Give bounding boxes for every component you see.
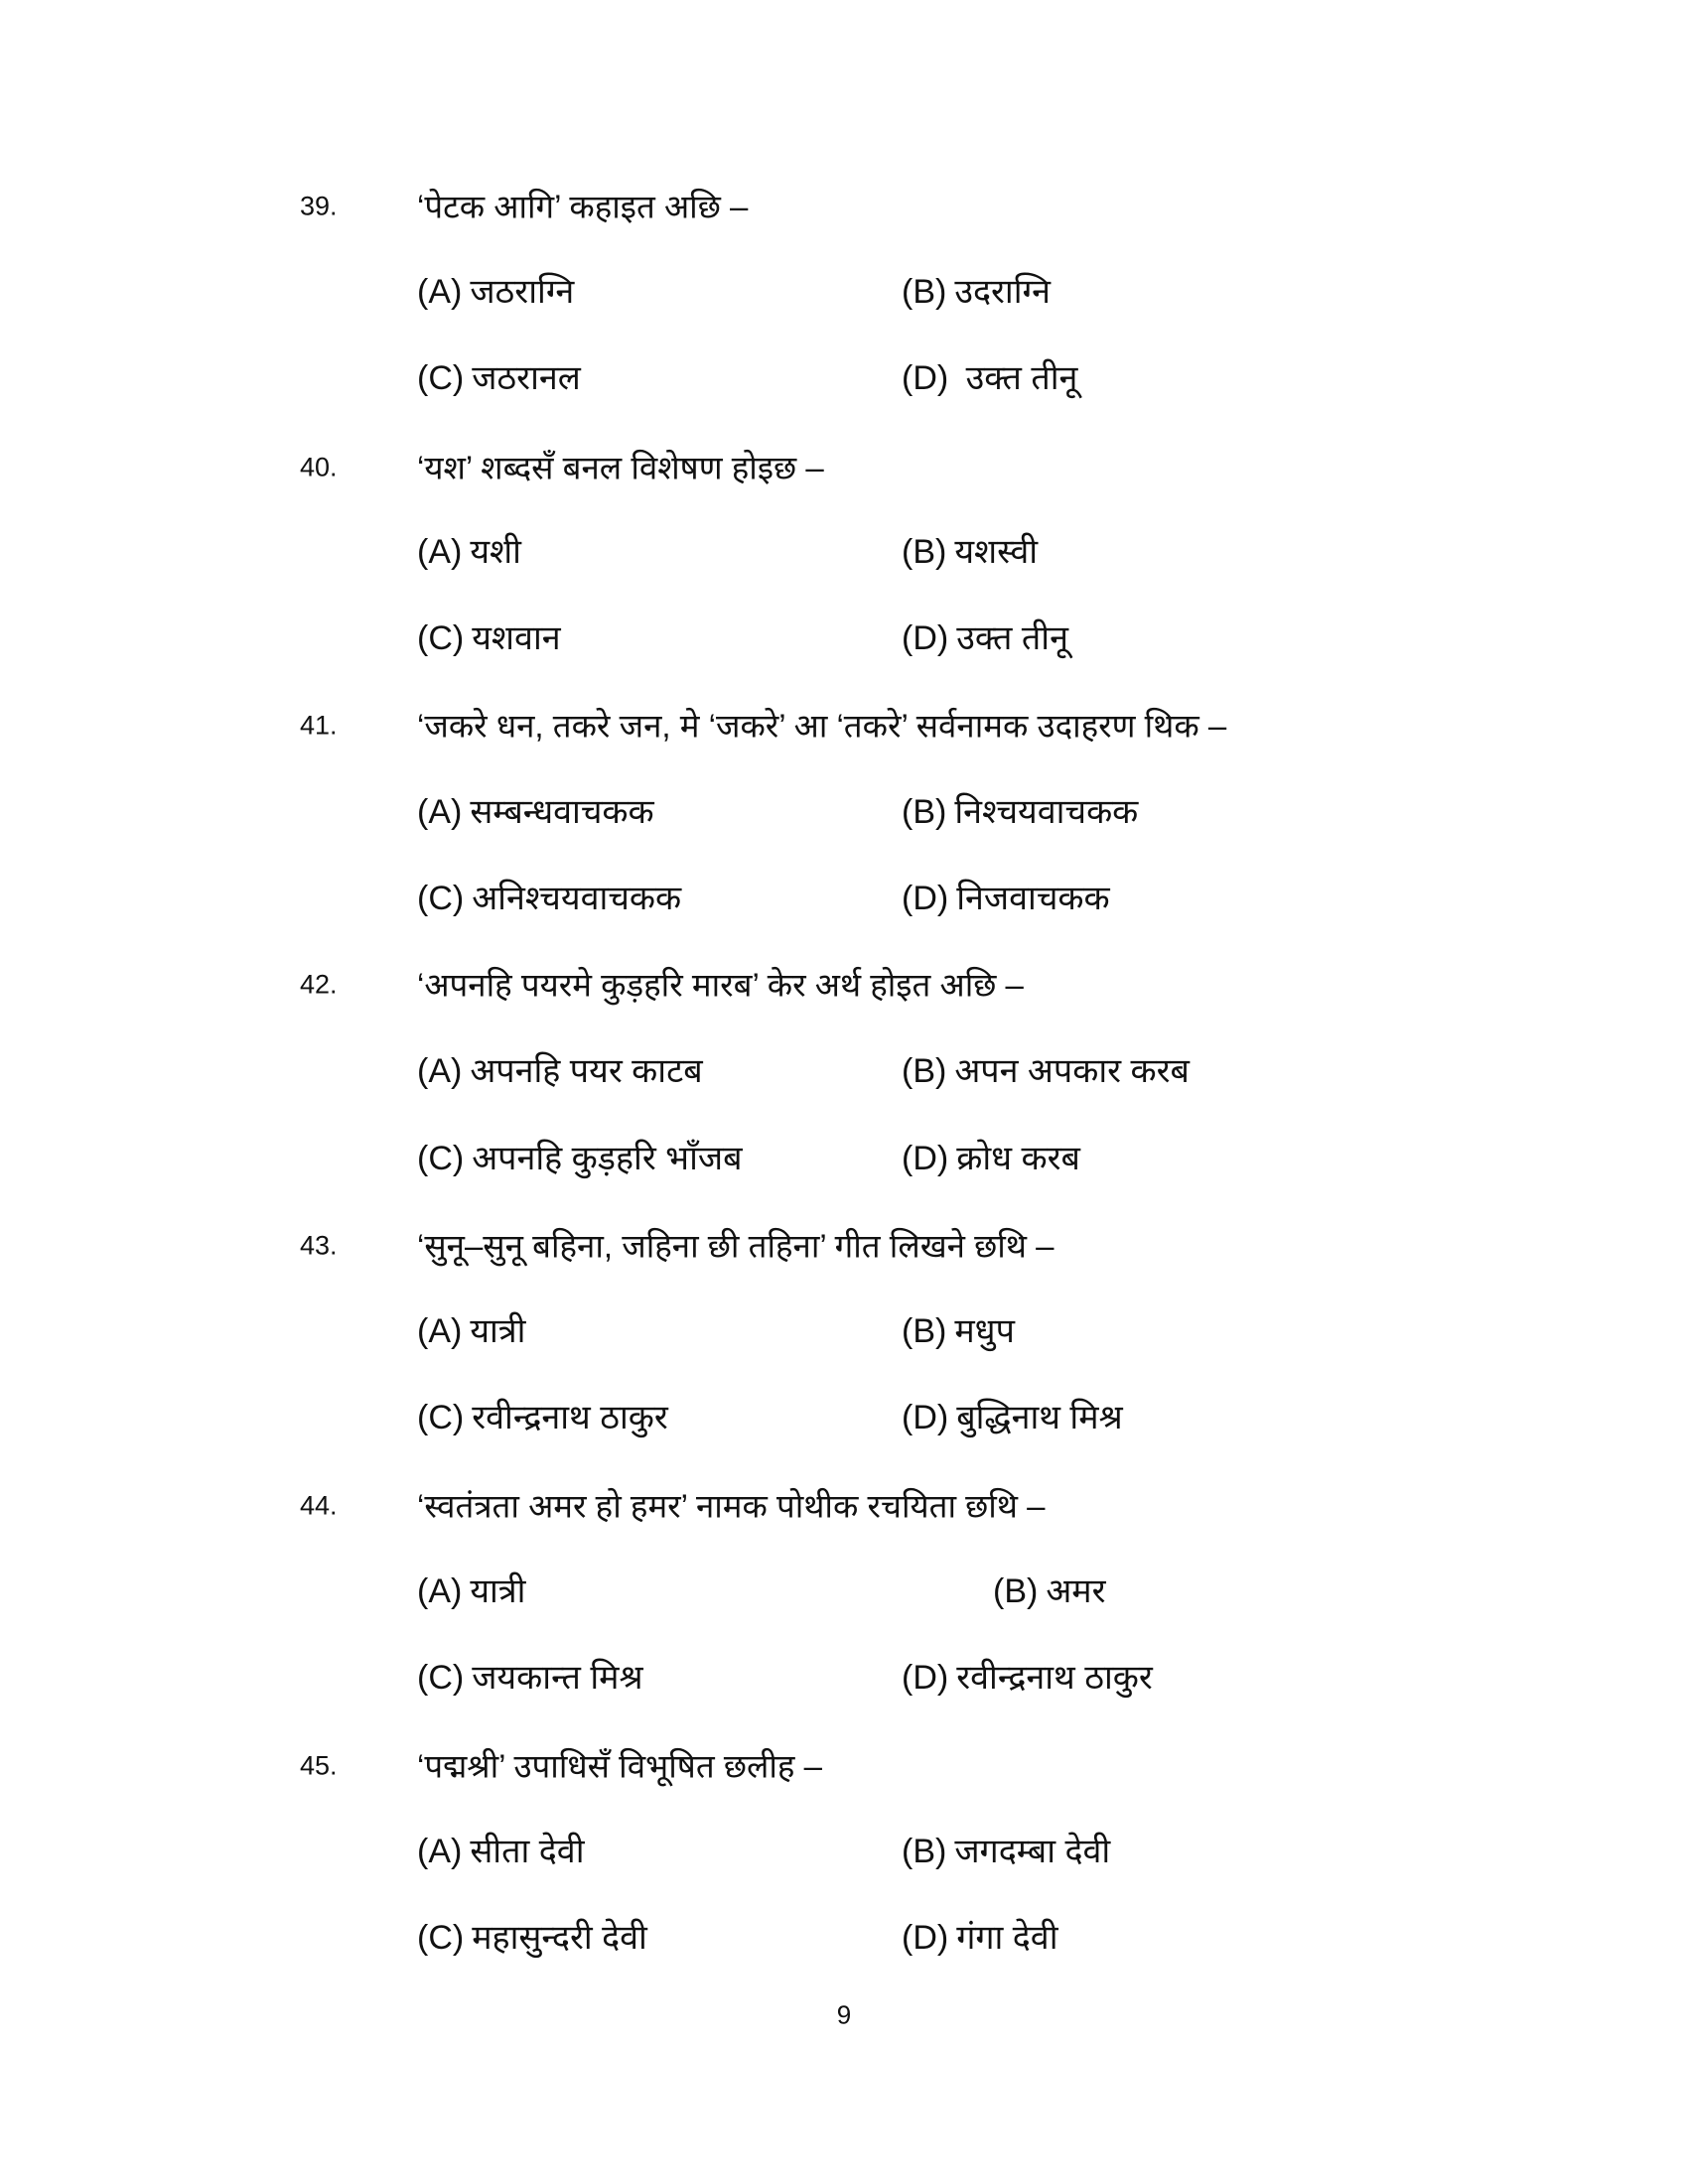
option-text: अपनहि कुड़हरि भाँजब xyxy=(472,1140,743,1177)
option-label: (B) xyxy=(902,533,947,571)
option-label: (B) xyxy=(902,793,947,831)
option-label: (B) xyxy=(902,273,947,311)
option-text: सीता देवी xyxy=(470,1833,585,1870)
option-label: (B) xyxy=(993,1572,1039,1610)
question-number: 41. xyxy=(300,710,338,741)
option-b xyxy=(993,1574,1106,1608)
option-text: अनिश्चयवाचकक xyxy=(472,880,682,917)
question-text: ‘पेटक आगि’ कहाइत अछि – xyxy=(417,188,749,225)
option-label: (A) xyxy=(417,273,463,311)
option-text: यशी xyxy=(470,533,521,571)
option-label: (C) xyxy=(417,880,465,917)
option-label: (C) xyxy=(417,1140,465,1177)
option-a xyxy=(417,795,654,829)
option-text: यात्री xyxy=(470,1312,526,1350)
option-text: उक्त तीनू xyxy=(956,359,1078,397)
option-d xyxy=(902,621,1068,655)
option-label: (A) xyxy=(417,1833,463,1870)
option-b xyxy=(902,1835,1110,1868)
option-label: (C) xyxy=(417,1399,465,1436)
option-d xyxy=(902,1661,1153,1695)
option-text: जठरानल xyxy=(472,359,581,397)
option-b xyxy=(902,1314,1015,1348)
option-text: क्रोध करब xyxy=(956,1140,1080,1177)
option-c xyxy=(417,1142,743,1175)
option-label: (D) xyxy=(902,1140,949,1177)
option-text: अपन अपकार करब xyxy=(954,1052,1190,1090)
option-a xyxy=(417,1574,525,1608)
option-text: उदराग्नि xyxy=(954,273,1051,311)
option-text: अमर xyxy=(1046,1572,1106,1610)
option-d xyxy=(902,361,1077,395)
option-c xyxy=(417,361,581,395)
option-text: रवीन्द्रनाथ ठाकुर xyxy=(956,1659,1153,1697)
page-number: 9 xyxy=(836,1999,852,2030)
option-c xyxy=(417,1401,668,1434)
option-text: निजवाचकक xyxy=(956,880,1110,917)
option-text: अपनहि पयर काटब xyxy=(470,1052,703,1090)
option-label: (D) xyxy=(902,1919,949,1957)
option-b xyxy=(902,535,1038,569)
question-text: ‘जकरे धन, तकरे जन, मे ‘जकरे’ आ ‘तकरे’ सर्वनामक उदाहरण थिक – xyxy=(417,707,1227,745)
option-text: मधुप xyxy=(954,1312,1015,1350)
question-number: 43. xyxy=(300,1230,338,1261)
option-label: (D) xyxy=(902,1399,949,1436)
option-b xyxy=(902,795,1138,829)
option-c xyxy=(417,621,561,655)
option-label: (D) xyxy=(902,619,949,657)
option-text: निश्चयवाचकक xyxy=(954,793,1139,831)
option-text: यशवान xyxy=(472,619,561,657)
option-text: उक्त तीनू xyxy=(956,619,1068,657)
option-c xyxy=(417,1661,643,1695)
option-label: (B) xyxy=(902,1312,947,1350)
option-label: (A) xyxy=(417,533,463,571)
option-d xyxy=(902,882,1110,915)
option-text: जयकान्त मिश्र xyxy=(472,1659,643,1697)
option-text: यशस्वी xyxy=(954,533,1039,571)
option-a xyxy=(417,1054,703,1088)
option-label: (B) xyxy=(902,1052,947,1090)
option-text: बुद्धिनाथ मिश्र xyxy=(956,1399,1123,1436)
option-a xyxy=(417,275,574,309)
option-d xyxy=(902,1142,1080,1175)
option-label: (A) xyxy=(417,1052,463,1090)
option-text: गंगा देवी xyxy=(956,1919,1058,1957)
option-label: (A) xyxy=(417,1312,463,1350)
option-b xyxy=(902,1054,1190,1088)
option-label: (A) xyxy=(417,793,463,831)
question-number: 44. xyxy=(300,1490,338,1521)
option-text: महासुन्दरी देवी xyxy=(472,1919,647,1957)
question-text: ‘सुनू–सुनू बहिना, जहिना छी तहिना’ गीत लिखने छथि – xyxy=(417,1227,1055,1265)
option-a xyxy=(417,535,521,569)
option-text: जगदम्बा देवी xyxy=(954,1833,1111,1870)
question-text: ‘अपनहि पयरमे कुड़हरि मारब’ केर अर्थ होइत अछि – xyxy=(417,966,1024,1004)
option-d xyxy=(902,1401,1123,1434)
question-number: 39. xyxy=(300,191,338,221)
option-label: (D) xyxy=(902,1659,949,1697)
option-label: (C) xyxy=(417,359,465,397)
option-text: सम्बन्धवाचकक xyxy=(470,793,654,831)
option-text: जठराग्नि xyxy=(470,273,575,311)
question-text: ‘पद्मश्री’ उपाधिसँ विभूषित छलीह – xyxy=(417,1747,822,1785)
option-b xyxy=(902,275,1051,309)
option-a xyxy=(417,1835,585,1868)
question-number: 40. xyxy=(300,452,338,482)
option-text: रवीन्द्रनाथ ठाकुर xyxy=(472,1399,668,1436)
question-number: 45. xyxy=(300,1750,338,1781)
option-a xyxy=(417,1314,525,1348)
question-text: ‘स्वतंत्रता अमर हो हमर’ नामक पोथीक रचयिता छथि – xyxy=(417,1487,1046,1525)
option-label: (D) xyxy=(902,359,949,397)
option-c xyxy=(417,882,681,915)
option-label: (C) xyxy=(417,619,465,657)
option-label: (C) xyxy=(417,1659,465,1697)
option-label: (D) xyxy=(902,880,949,917)
question-number: 42. xyxy=(300,969,338,1000)
question-text: ‘यश’ शब्दसँ बनल विशेषण होइछ – xyxy=(417,449,824,486)
option-label: (B) xyxy=(902,1833,947,1870)
option-label: (A) xyxy=(417,1572,463,1610)
option-label: (C) xyxy=(417,1919,465,1957)
option-text: यात्री xyxy=(470,1572,526,1610)
option-c xyxy=(417,1921,647,1955)
option-d xyxy=(902,1921,1058,1955)
